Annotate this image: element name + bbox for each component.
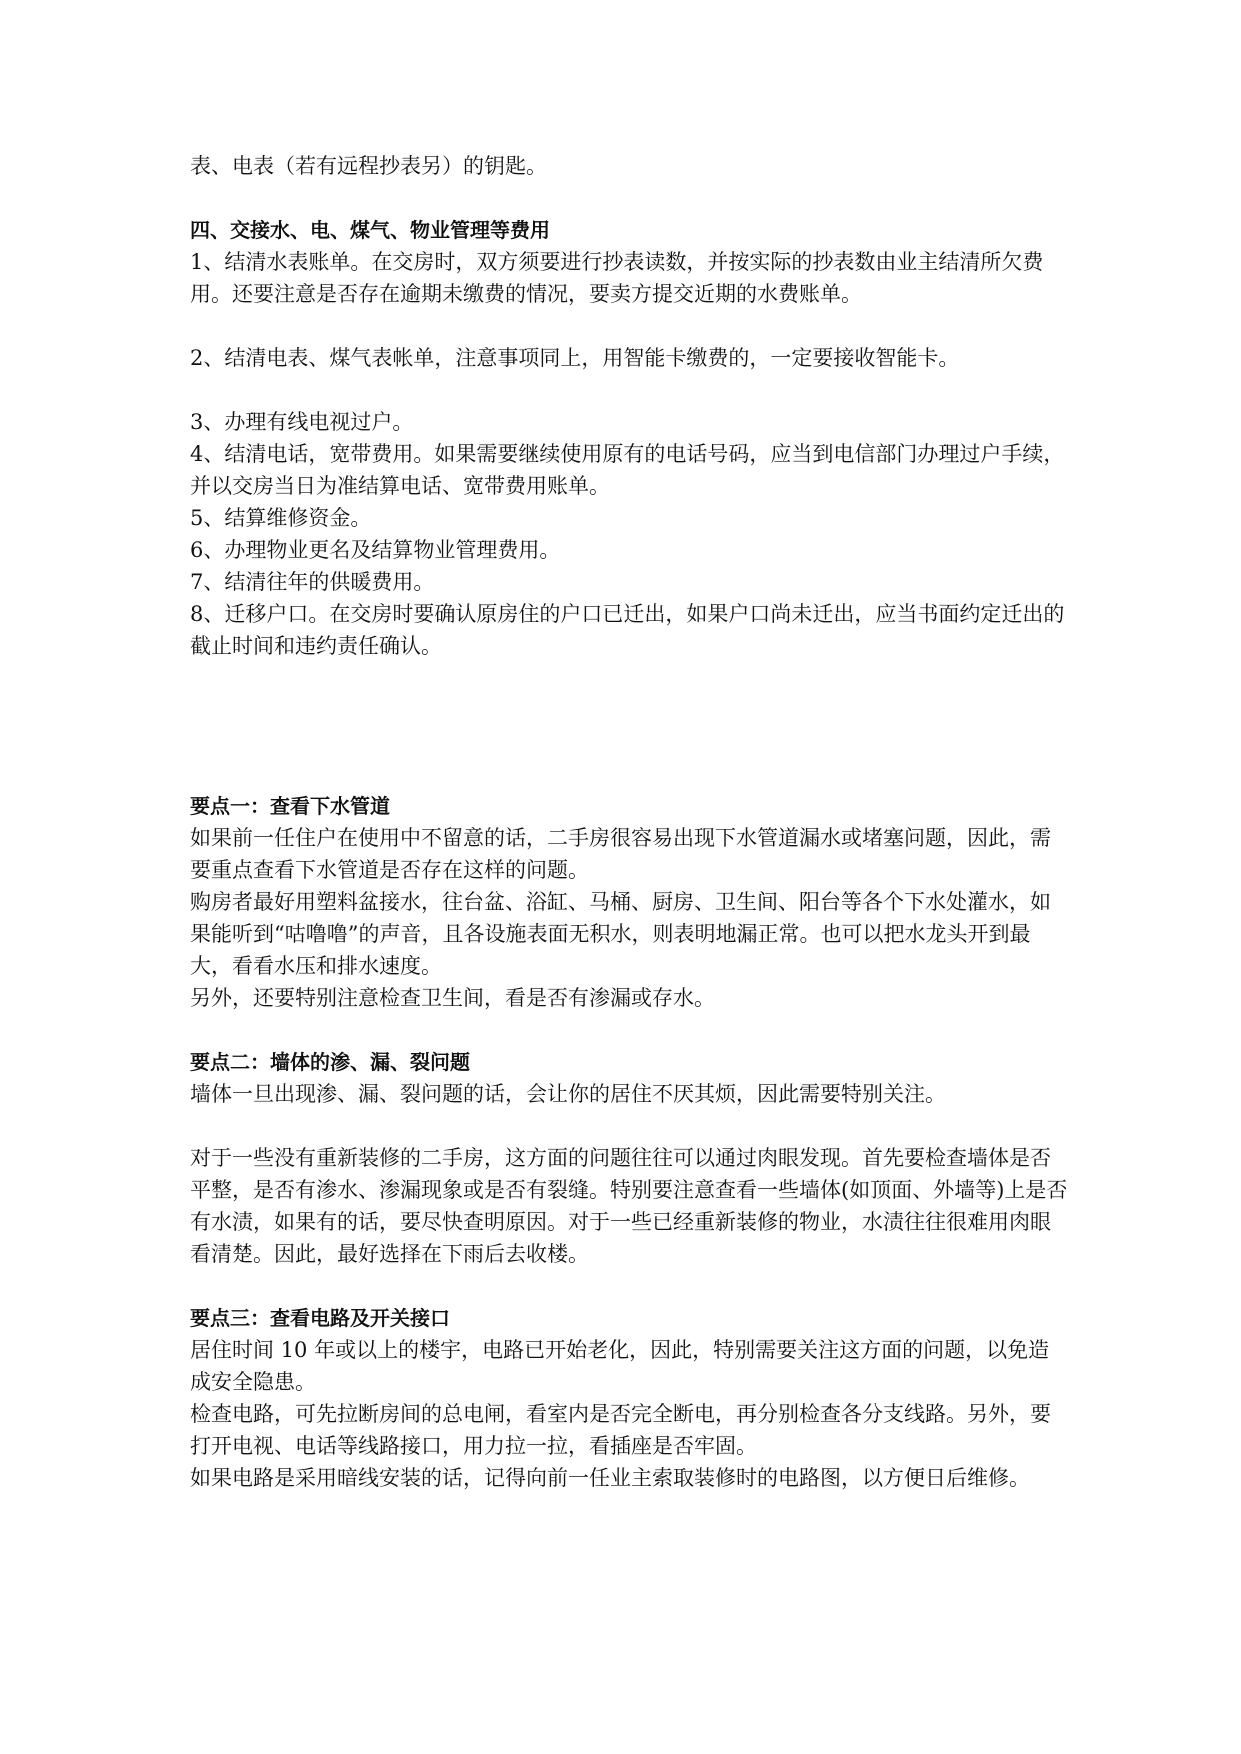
point-three-paragraph-2: 检查电路，可先拉断房间的总电闸，看室内是否完全断电，再分别检查各分支线路。另外，要打开电视、电话等线路接口，用力拉一拉，看插座是否牢固。 xyxy=(190,1402,1051,1458)
section-four-item-4: 4、结清电话，宽带费用。如果需要继续使用原有的电话号码，应当到电信部门办理过户手续，并以交房当日为准结算电话、宽带费用账单。 xyxy=(190,442,1065,498)
point-two-paragraph-2: 对于一些没有重新装修的二手房，这方面的问题往往可以通过肉眼发现。首先要检查墙体是否平整，是否有渗水、渗漏现象或是否有裂缝。特别要注意查看一些墙体(如顶面、外墙等)上是否有水渍，如果有的话，要尽快查明原因。对于一些已经重新装修的物业，水渍往往很难用肉眼看清楚。因此，最好选择在下雨后去收楼。 xyxy=(190,1146,1068,1266)
spacer xyxy=(190,1014,1070,1046)
point-three-heading: 要点三：查看电路及开关接口 xyxy=(190,1306,450,1330)
spacer xyxy=(190,374,1070,406)
point-one-paragraph-1: 如果前一任住户在使用中不留意的话，二手房很容易出现下水管道漏水或堵塞问题，因此，需要重点查看下水管道是否存在这样的问题。 xyxy=(190,826,1051,882)
point-three-paragraph-3: 如果电路是采用暗线安装的话，记得向前一任业主索取装修时的电路图，以方便日后维修。 xyxy=(190,1466,1030,1490)
section-four-item-8: 8、迁移户口。在交房时要确认原房住的户口已迁出，如果户口尚未迁出，应当书面约定迁出的截止时间和违约责任确认。 xyxy=(190,602,1065,658)
point-one-paragraph-2: 购房者最好用塑料盆接水，往台盆、浴缸、马桶、厨房、卫生间、阳台等各个下水处灌水，如果能听到“咕噜噜”的声音，且各设施表面无积水，则表明地漏正常。也可以把水龙头开到最大，看看水压和排水速度。 xyxy=(190,890,1051,978)
point-one-paragraph-3: 另外，还要特别注意检查卫生间，看是否有渗漏或存水。 xyxy=(190,986,715,1010)
point-one-heading: 要点一：查看下水管道 xyxy=(190,794,390,818)
point-two-paragraph-1: 墙体一旦出现渗、漏、裂问题的话，会让你的居住不厌其烦，因此需要特别关注。 xyxy=(190,1082,946,1106)
spacer xyxy=(190,310,1070,342)
section-four-item-1: 1、结清水表账单。在交房时，双方须要进行抄表读数，并按实际的抄表数由业主结清所欠费用。还要注意是否存在逾期未缴费的情况，要卖方提交近期的水费账单。 xyxy=(190,250,1044,306)
spacer xyxy=(190,662,1070,790)
spacer xyxy=(190,182,1070,214)
section-four-item-3: 3、办理有线电视过户。 xyxy=(190,410,414,434)
section-four-item-5: 5、结算维修资金。 xyxy=(190,506,372,530)
spacer xyxy=(190,1270,1070,1302)
section-four-item-2: 2、结清电表、煤气表帐单，注意事项同上，用智能卡缴费的，一定要接收智能卡。 xyxy=(190,346,960,370)
point-three-paragraph-1: 居住时间 10 年或以上的楼宇，电路已开始老化，因此，特别需要关注这方面的问题，以免造成安全隐患。 xyxy=(190,1338,1050,1394)
section-four-continuation: 表、电表（若有远程抄表另）的钥匙。 xyxy=(190,154,547,178)
spacer xyxy=(190,1110,1070,1142)
section-four-heading: 四、交接水、电、煤气、物业管理等费用 xyxy=(190,218,550,242)
point-two-heading: 要点二：墙体的渗、漏、裂问题 xyxy=(190,1050,470,1074)
document-page xyxy=(190,150,1070,1494)
section-four-item-7: 7、结清往年的供暖费用。 xyxy=(190,570,435,594)
section-four-item-6: 6、办理物业更名及结算物业管理费用。 xyxy=(190,538,561,562)
